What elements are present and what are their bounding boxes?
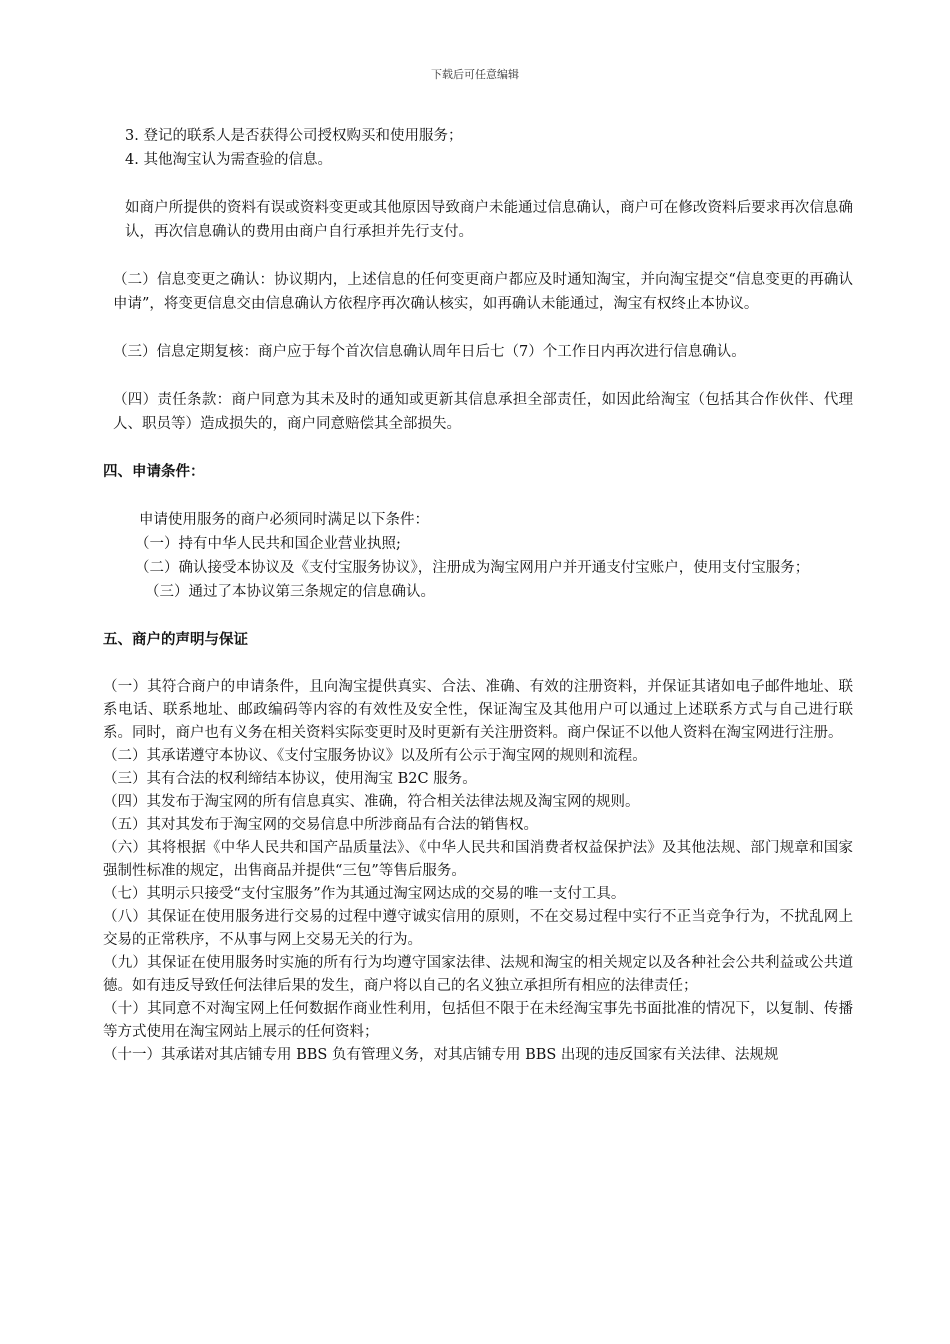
list-item: （一）持有中华人民共和国企业营业执照;: [135, 536, 401, 552]
list-item: （七）其明示只接受“支付宝服务”作为其通过淘宝网达成的交易的唯一支付工具。: [103, 886, 626, 902]
list-item: （九）其保证在使用服务时实施的所有行为均遵守国家法律、法规和淘宝的相关规定以及各种社会公共利益或公共道德。如有违反导致任何法律后果的发生，商户将以自己的名义独立承担所有相应的法律责任；: [103, 955, 853, 994]
section-5-heading: 五、商户的声明与保证: [103, 632, 248, 648]
list-item: （二）其承诺遵守本协议、《支付宝服务协议》以及所有公示于淘宝网的规则和流程。: [103, 748, 647, 764]
list-item: （八）其保证在使用服务进行交易的过程中遵守诚实信用的原则，不在交易过程中实行不正当竞争行为，不扰乱网上交易的正常秩序，不从事与网上交易无关的行为。: [103, 909, 853, 948]
list-item: （一）其符合商户的申请条件，且向淘宝提供真实、合法、准确、有效的注册资料，并保证其诸如电子邮件地址、联系电话、联系地址、邮政编码等内容的有效性及安全性，保证淘宝及其他用户可以通过上述联系方式与自己进行联系。同时，商户也有义务在相关资料实际变更时及时更新有关注册资料。商户保证不以他人资料在淘宝网进行注册。: [103, 679, 853, 741]
list-item: 3. 登记的联系人是否获得公司授权购买和使用服务；: [125, 128, 463, 144]
page-header: 下载后可任意编辑: [431, 68, 519, 81]
paragraph-periodic-review: （三）信息定期复核：商户应于每个首次信息确认周年日后七（7）个工作日内再次进行信息确认。: [113, 344, 746, 360]
list-item: （十）其同意不对淘宝网上任何数据作商业性利用，包括但不限于在未经淘宝事先书面批准的情况下，以复制、传播等方式使用在淘宝网站上展示的任何资料；: [103, 1001, 853, 1040]
paragraph-liability: （四）责任条款：商户同意为其未及时的通知或更新其信息承担全部责任，如因此给淘宝（包括其合作伙伴、代理人、职员等）造成损失的，商户同意赔偿其全部损失。: [113, 392, 853, 432]
list-item: （五）其对其发布于淘宝网的交易信息中所涉商品有合法的销售权。: [103, 817, 538, 833]
list-item: （十一）其承诺对其店铺专用 BBS 负有管理义务，对其店铺专用 BBS 出现的违反国家有关法律、法规规: [103, 1047, 779, 1063]
section-4-heading: 四、申请条件：: [103, 464, 205, 480]
list-item: （三）其有合法的权利缔结本协议，使用淘宝 B2C 服务。: [103, 771, 477, 787]
document-body: [103, 124, 853, 1067]
list-item: （四）其发布于淘宝网的所有信息真实、准确，符合相关法律法规及淘宝网的规则。: [103, 794, 640, 810]
list-item: （三）通过了本协议第三条规定的信息确认。: [145, 584, 435, 600]
list-item: （二）确认接受本协议及《支付宝服务协议》，注册成为淘宝网用户并开通支付宝账户，使用支付宝服务；: [135, 560, 810, 576]
list-item: 4. 其他淘宝认为需查验的信息。: [125, 152, 332, 168]
section-4-intro: 申请使用服务的商户必须同时满足以下条件：: [139, 512, 429, 528]
paragraph-info-change: （二）信息变更之确认：协议期内，上述信息的任何变更商户都应及时通知淘宝，并向淘宝提交“信息变更的再确认申请”，将变更信息交由信息确认方依程序再次确认核实，如再确认未能通过，淘宝有权终止本协议。: [113, 272, 853, 312]
list-item: （六）其将根据《中华人民共和国产品质量法》、《中华人民共和国消费者权益保护法》及其他法规、部门规章和国家强制性标准的规定，出售商品并提供“三包”等售后服务。: [103, 840, 853, 879]
paragraph-recheck: 如商户所提供的资料有误或资料变更或其他原因导致商户未能通过信息确认，商户可在修改资料后要求再次信息确认，再次信息确认的费用由商户自行承担并先行支付。: [125, 200, 853, 240]
